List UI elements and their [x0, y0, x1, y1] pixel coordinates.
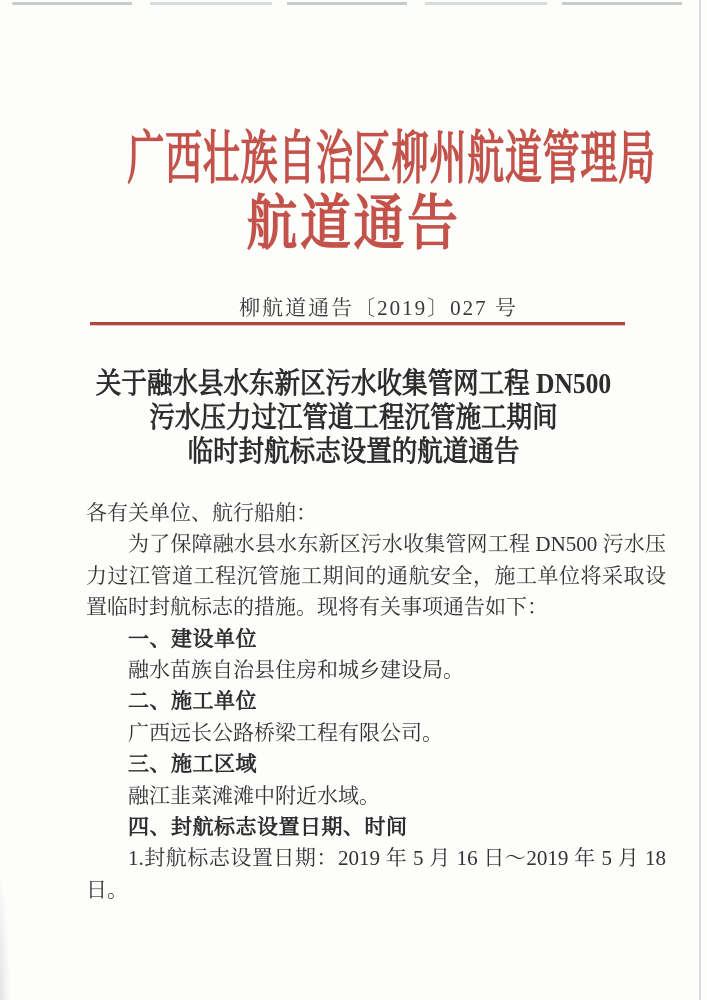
doc-number: 柳航道通告〔2019〕027 号 — [239, 296, 518, 320]
section-heading: 二、施工单位 — [128, 690, 257, 714]
salutation: 各有关单位、航行船舶： — [86, 501, 317, 525]
section-content: 广西远长公路桥梁工程有限公司。 — [128, 720, 443, 745]
letterhead — [0, 128, 707, 256]
notice-body — [86, 498, 666, 906]
scan-artifact-left-smudge — [0, 860, 10, 1000]
section-content: 1.封航标志设置日期：2019 年 5 月 16 日～2019 年 5 月 18 日。 — [86, 846, 666, 902]
section-content: 融水苗族自治县住房和城乡建设局。 — [128, 658, 464, 683]
section-content: 融江韭菜滩滩中附近水域。 — [128, 783, 380, 808]
header-divider-rule — [90, 322, 625, 325]
section-heading: 三、施工区域 — [128, 753, 257, 777]
scan-artifact-top-edge — [12, 2, 692, 5]
notice-title-line: 临时封航标志设置的航道通告 — [187, 436, 520, 468]
notice-title-line: 关于融水县水东新区污水收集管网工程 DN500 — [95, 368, 612, 400]
notice-title-line: 污水压力过江管道工程沉管施工期间 — [149, 402, 558, 434]
notice-title — [42, 367, 664, 469]
section-heading: 一、建设单位 — [128, 627, 257, 651]
section-heading: 四、封航标志设置日期、时间 — [128, 816, 408, 840]
intro-paragraph: 为了保障融水县水东新区污水收集管网工程 DN500 污水压力过江管道工程沉管施工期间的通航安全，施工单位将采取设置临时封航标志的措施。现将有关事项通告如下： — [86, 532, 666, 620]
org-title: 广西壮族自治区柳州航道管理局 — [127, 126, 656, 191]
notice-type-title: 航道通告 — [246, 191, 461, 257]
